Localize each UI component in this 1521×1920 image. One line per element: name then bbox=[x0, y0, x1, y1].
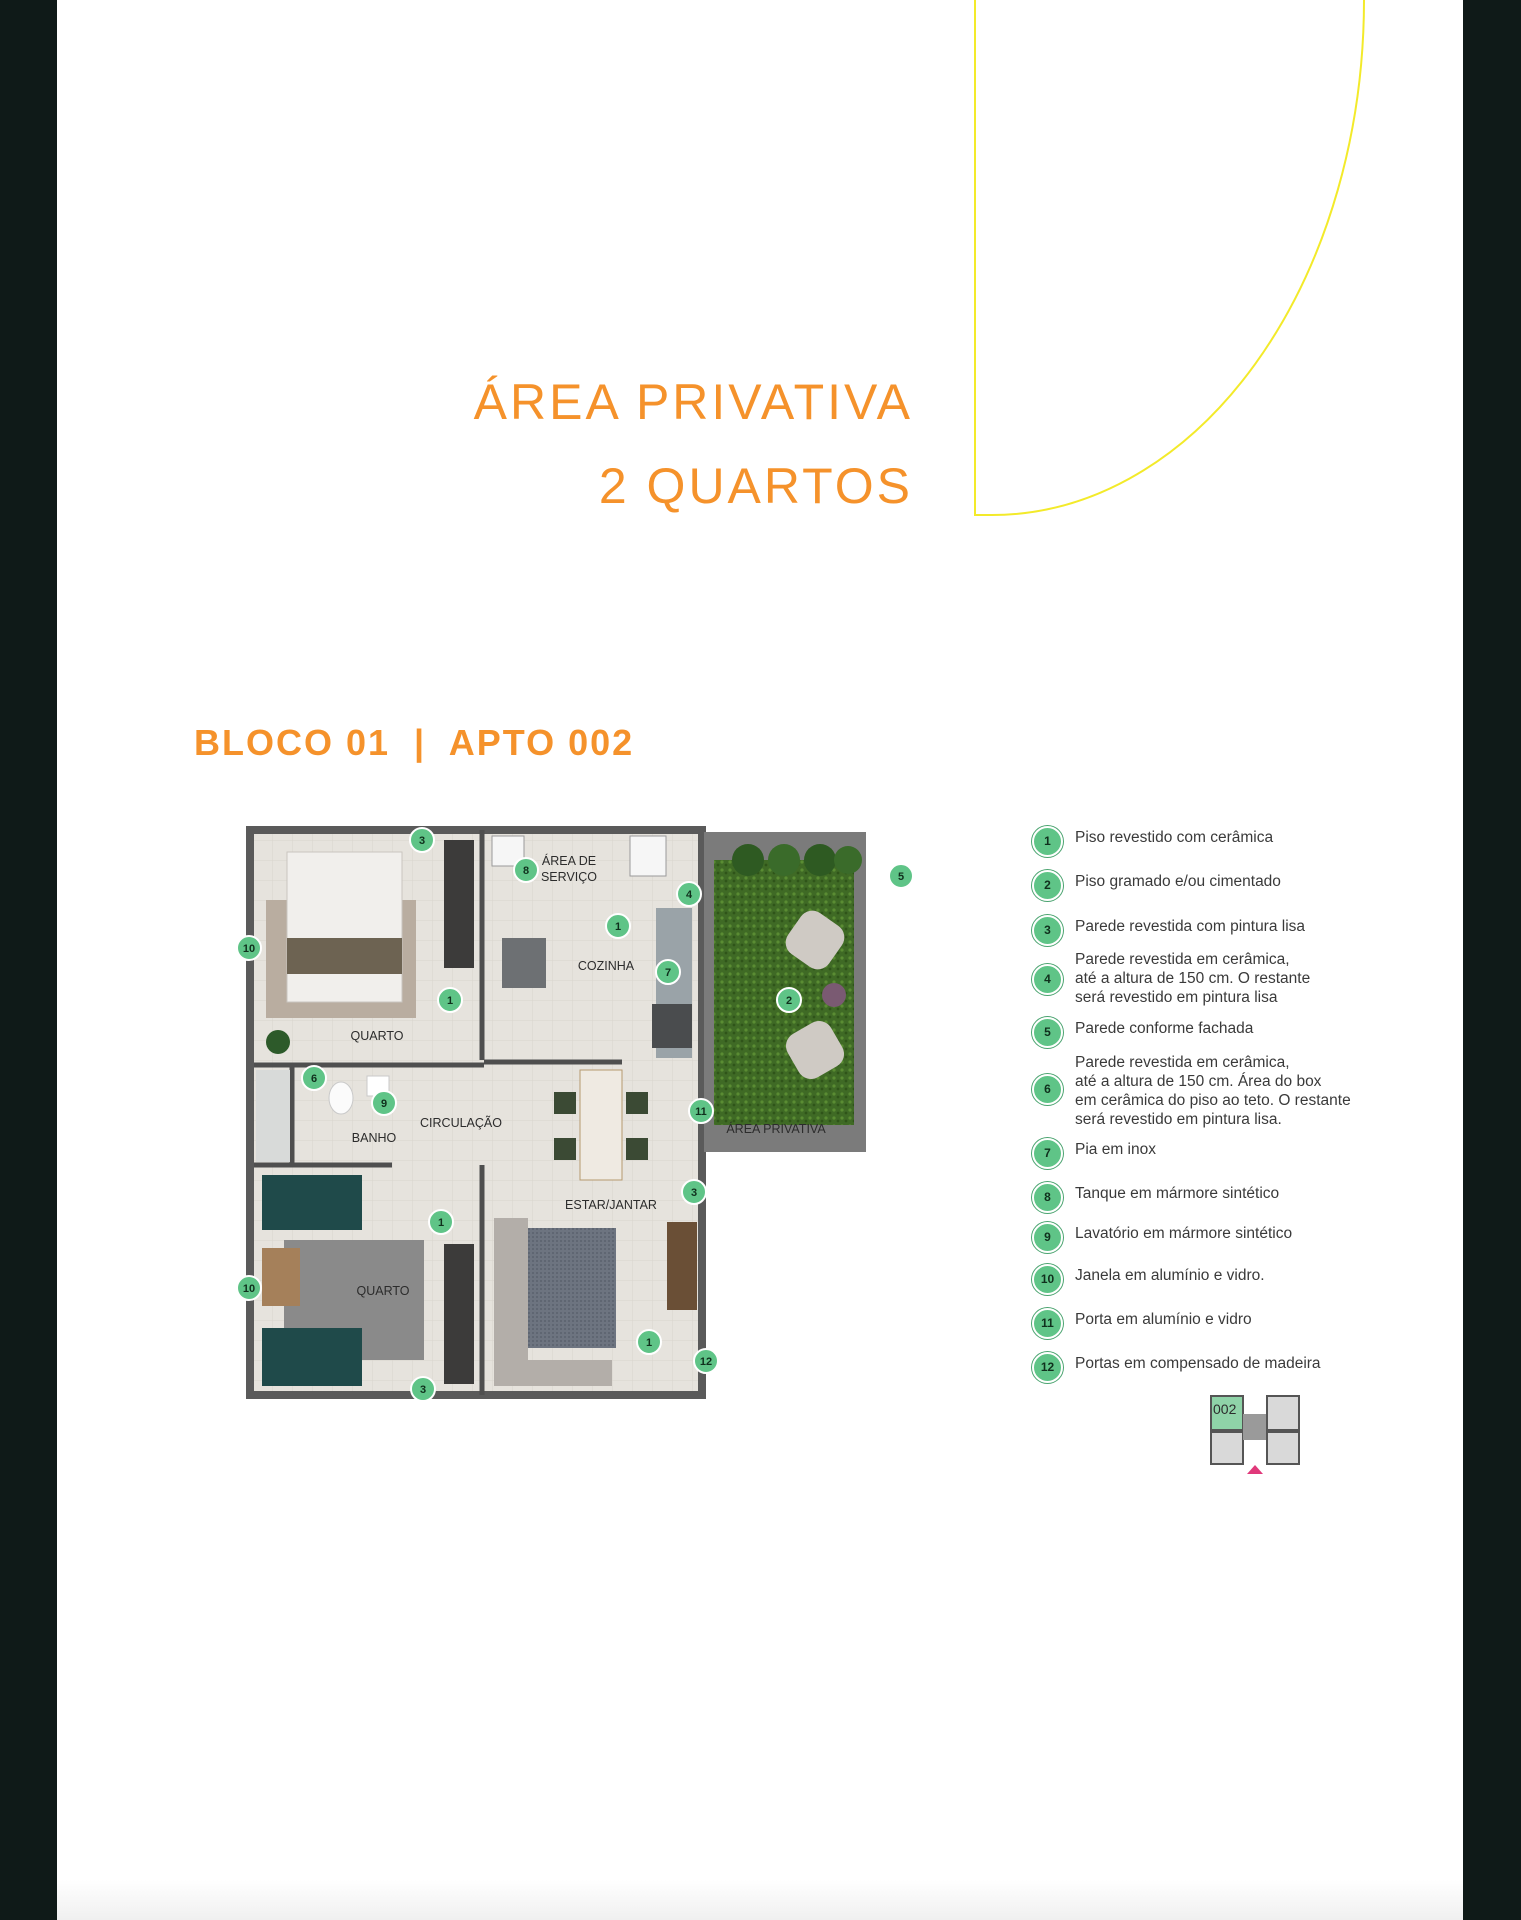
bath-toilet bbox=[329, 1082, 353, 1114]
plan-marker bbox=[237, 1276, 261, 1300]
legend-badge: 9 bbox=[1032, 1222, 1063, 1253]
bedroom-top-bed bbox=[287, 852, 402, 1002]
key-plan-unit-label: 002 bbox=[1213, 1401, 1237, 1417]
plan-marker bbox=[694, 1349, 718, 1373]
bedroom-desk bbox=[262, 1248, 300, 1306]
svg-text:3: 3 bbox=[419, 1384, 427, 1396]
svg-text:6: 6 bbox=[310, 1073, 318, 1085]
label-area-privativa: ÁREA PRIVATIVA bbox=[726, 1122, 826, 1136]
svg-text:1: 1 bbox=[446, 995, 454, 1007]
legend-item bbox=[1032, 1017, 1253, 1048]
svg-text:3: 3 bbox=[418, 835, 426, 847]
brochure-page bbox=[57, 0, 1463, 1920]
dining-table bbox=[580, 1070, 622, 1180]
label-quarto-top: QUARTO bbox=[350, 1029, 404, 1043]
svg-text:11: 11 bbox=[695, 1106, 707, 1118]
tv-unit bbox=[667, 1222, 697, 1310]
label-cozinha: COZINHA bbox=[577, 959, 635, 973]
legend-item bbox=[1032, 1182, 1279, 1213]
legend-item bbox=[1032, 915, 1305, 946]
plan-marker bbox=[410, 828, 434, 852]
floor-plan bbox=[192, 820, 912, 1420]
plant-top bbox=[266, 1030, 290, 1054]
legend-badge: 8 bbox=[1032, 1182, 1063, 1213]
svg-text:3: 3 bbox=[690, 1187, 698, 1199]
plan-marker bbox=[372, 1091, 396, 1115]
legend-text: Parede conforme fachada bbox=[1075, 1020, 1254, 1037]
bedroom-top-blanket bbox=[287, 938, 402, 974]
plan-marker bbox=[656, 960, 680, 984]
legend-text: Parede revestida com pintura lisa bbox=[1075, 918, 1306, 935]
bedroom-bottom-bed-1 bbox=[262, 1175, 362, 1230]
legend-badge: 1 bbox=[1032, 826, 1063, 857]
svg-text:12: 12 bbox=[699, 1356, 713, 1368]
legend-badge: 3 bbox=[1032, 915, 1063, 946]
title-line-1: ÁREA PRIVATIVA bbox=[473, 374, 913, 430]
plan-marker bbox=[429, 1210, 453, 1234]
label-quarto-bottom: QUARTO bbox=[356, 1284, 410, 1298]
svg-text:10: 10 bbox=[242, 943, 256, 955]
legend-item bbox=[1032, 1138, 1156, 1169]
label-estar-jantar: ESTAR/JANTAR bbox=[565, 1198, 657, 1212]
legend-text: Janela em alumínio e vidro. bbox=[1075, 1267, 1265, 1284]
service-washer bbox=[630, 836, 666, 876]
plan-marker bbox=[677, 882, 701, 906]
title-line-2: 2 QUARTOS bbox=[598, 458, 913, 514]
label-banho: BANHO bbox=[351, 1131, 397, 1145]
block-apartment-subtitle: BLOCO 01 | APTO 002 bbox=[194, 722, 635, 763]
plan-marker bbox=[514, 858, 538, 882]
legend-item bbox=[1032, 1222, 1292, 1253]
legend-text: Lavatório em mármore sintético bbox=[1075, 1225, 1293, 1242]
fridge bbox=[502, 938, 546, 988]
wardrobe-bottom bbox=[444, 1244, 474, 1384]
key-plan bbox=[1209, 1394, 1309, 1474]
page-bottom-shadow bbox=[57, 1880, 1463, 1920]
svg-text:7: 7 bbox=[664, 967, 672, 979]
legend-badge: 12 bbox=[1032, 1352, 1063, 1383]
legend-badge: 11 bbox=[1032, 1308, 1063, 1339]
entrance-marker-icon bbox=[1247, 1465, 1263, 1474]
plan-marker bbox=[777, 988, 801, 1012]
label-area-servico-l1: ÁREA DE bbox=[541, 854, 597, 868]
legend-item bbox=[1032, 870, 1281, 901]
plan-marker bbox=[637, 1330, 661, 1354]
legend-badge: 10 bbox=[1032, 1264, 1063, 1295]
plan-marker bbox=[411, 1377, 435, 1401]
label-circulacao: CIRCULAÇÃO bbox=[420, 1116, 502, 1130]
plan-marker bbox=[302, 1066, 326, 1090]
legend-badge: 7 bbox=[1032, 1138, 1063, 1169]
legend-text: Parede revestida em cerâmica, até a altura de 150 cm. O restante será revestido em pintura lisa bbox=[1075, 951, 1311, 1006]
bedroom-bottom-bed-2 bbox=[262, 1328, 362, 1386]
plan-marker bbox=[438, 988, 462, 1012]
legend-badge: 4 bbox=[1032, 964, 1063, 995]
legend-item bbox=[1032, 1264, 1265, 1295]
svg-text:4: 4 bbox=[685, 889, 693, 901]
svg-text:10: 10 bbox=[242, 1283, 256, 1295]
plan-marker bbox=[237, 936, 261, 960]
svg-text:1: 1 bbox=[614, 921, 622, 933]
legend-text: Piso gramado e/ou cimentado bbox=[1075, 873, 1281, 890]
page-title bbox=[57, 360, 913, 528]
plan-marker bbox=[682, 1180, 706, 1204]
legend-item bbox=[1032, 1352, 1321, 1383]
legend-item bbox=[1032, 948, 1310, 1007]
wardrobe-top bbox=[444, 840, 474, 968]
legend-item bbox=[1032, 1308, 1252, 1339]
legend-text: Pia em inox bbox=[1075, 1141, 1156, 1158]
legend-text: Tanque em mármore sintético bbox=[1075, 1185, 1280, 1202]
svg-text:5: 5 bbox=[897, 871, 905, 883]
legend-text: Parede revestida em cerâmica, até a altura de 150 cm. Área do box em cerâmica do piso ao teto. O restante será revestido em pintura lisa. bbox=[1075, 1054, 1351, 1128]
svg-text:1: 1 bbox=[645, 1337, 653, 1349]
legend-badge: 5 bbox=[1032, 1017, 1063, 1048]
legend-text: Piso revestido com cerâmica bbox=[1075, 829, 1274, 846]
legend-badge: 6 bbox=[1032, 1074, 1063, 1105]
legend-text: Portas em compensado de madeira bbox=[1075, 1355, 1321, 1372]
label-area-servico-l2: SERVIÇO bbox=[540, 870, 598, 884]
svg-text:9: 9 bbox=[380, 1098, 388, 1110]
legend-badge: 2 bbox=[1032, 870, 1063, 901]
legend-text: Porta em alumínio e vidro bbox=[1075, 1311, 1252, 1328]
svg-text:8: 8 bbox=[522, 865, 530, 877]
legend-item bbox=[1032, 1051, 1351, 1129]
bath-shower bbox=[256, 1070, 290, 1162]
plan-marker bbox=[889, 864, 912, 888]
kitchen-stove bbox=[652, 1004, 692, 1048]
legend-item bbox=[1032, 826, 1273, 857]
svg-text:2: 2 bbox=[785, 995, 793, 1007]
plan-marker bbox=[606, 914, 630, 938]
svg-text:1: 1 bbox=[437, 1217, 445, 1229]
plan-marker bbox=[689, 1099, 713, 1123]
